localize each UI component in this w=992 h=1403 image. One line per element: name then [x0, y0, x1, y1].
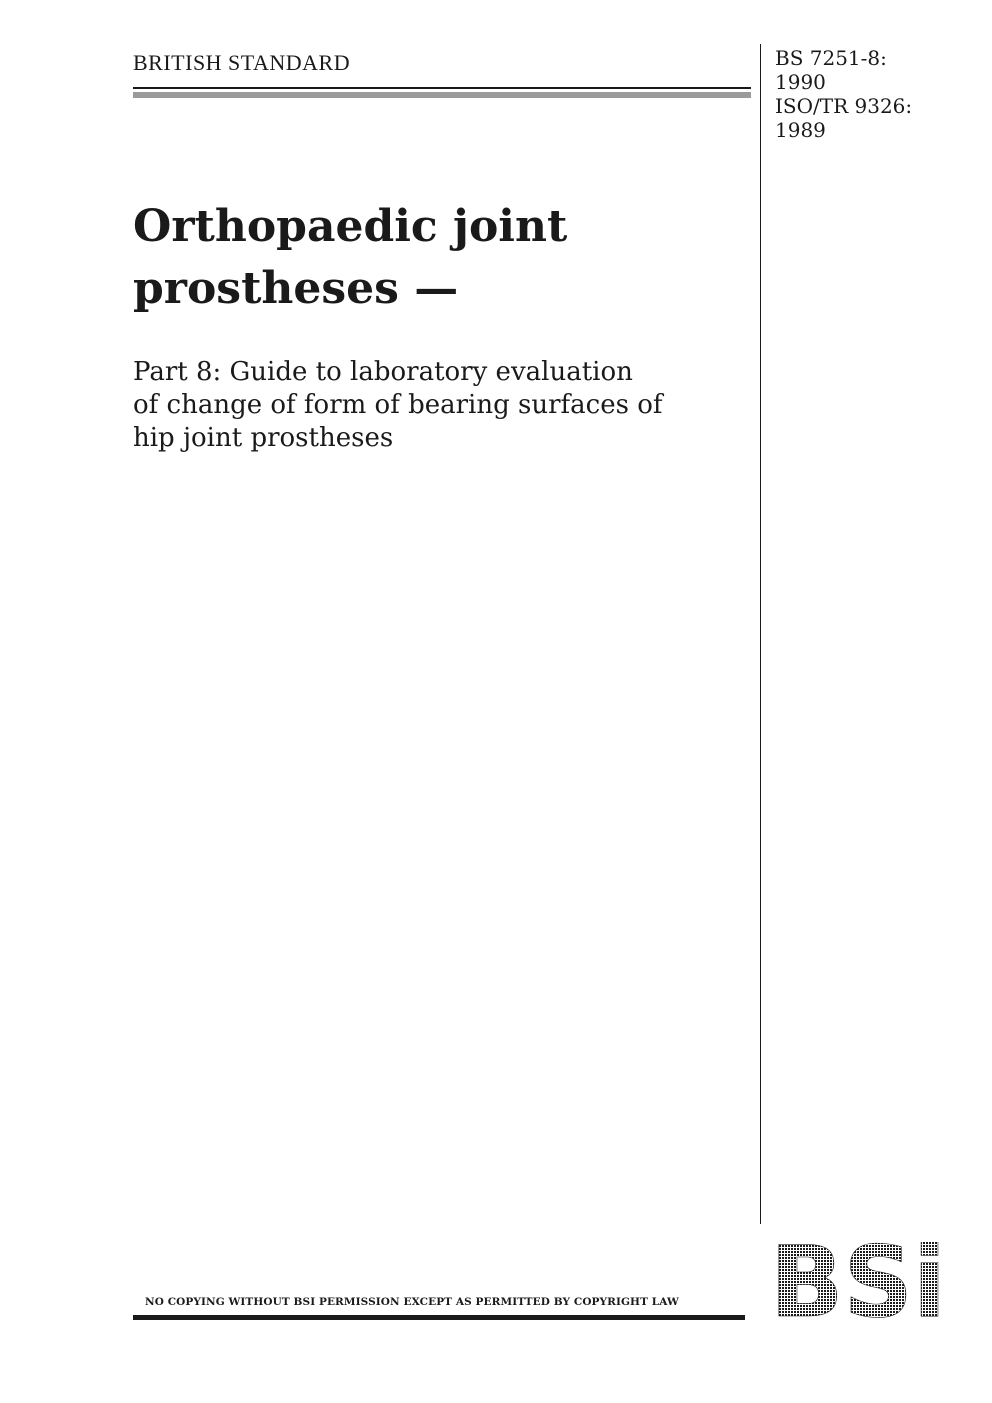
copyright-notice: NO COPYING WITHOUT BSI PERMISSION EXCEPT AS PERMITTED BY COPYRIGHT LAW: [145, 1296, 679, 1308]
document-subtitle: [133, 356, 758, 455]
subtitle-line: hip joint prostheses: [133, 423, 394, 453]
bsi-logo: [770, 1242, 946, 1322]
reference-iso-year: 1989: [775, 118, 826, 142]
reference-bs-year: 1990: [775, 70, 826, 94]
reference-iso-number: ISO/TR 9326:: [775, 94, 913, 118]
subtitle-line: of change of form of bearing surfaces of: [133, 390, 663, 420]
header-grey-rule: [133, 92, 751, 98]
title-line: prostheses —: [133, 263, 459, 314]
subtitle-line: Part 8: Guide to laboratory evaluation: [133, 357, 633, 387]
margin-divider: [760, 44, 761, 1224]
reference-bs-number: BS 7251-8:: [775, 46, 887, 70]
footer-rule: [133, 1315, 745, 1320]
series-label: BRITISH STANDARD: [133, 50, 351, 75]
standard-reference: [775, 46, 912, 142]
svg-text:BSi: BSi: [770, 1242, 946, 1322]
document-title: [133, 196, 743, 320]
header-rule: [133, 87, 751, 89]
title-line: Orthopaedic joint: [133, 201, 568, 252]
